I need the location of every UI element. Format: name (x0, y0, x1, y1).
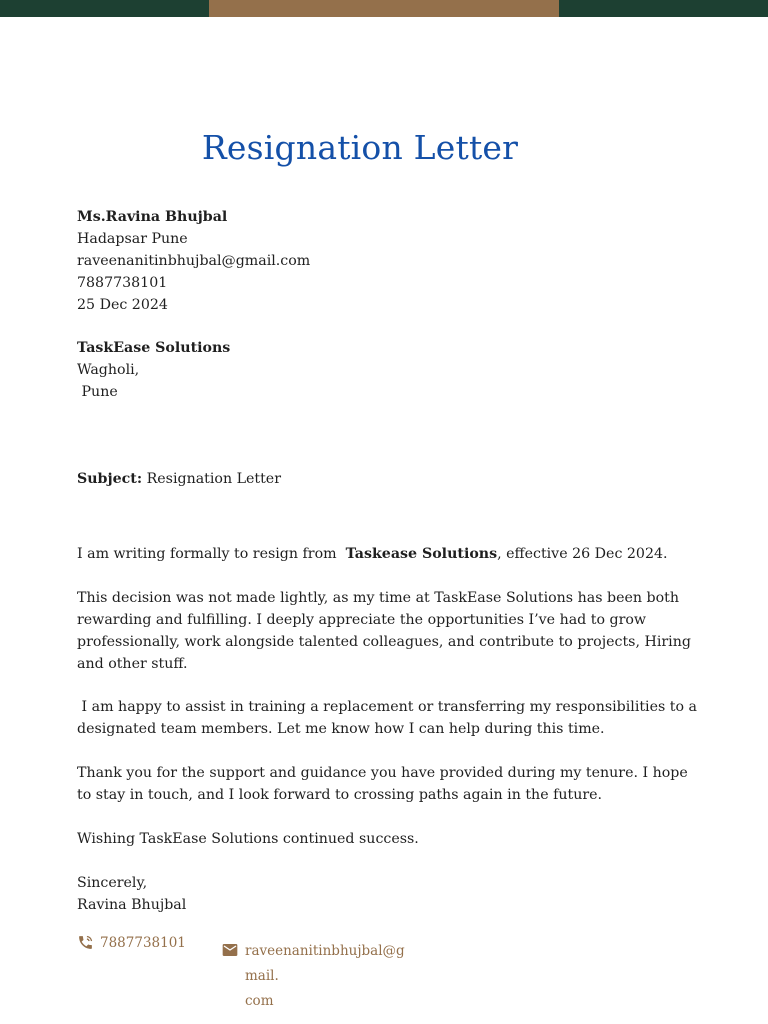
closing-name: Ravina Bhujbal (77, 897, 187, 913)
body-paragraph-1 (77, 543, 697, 565)
p1-prefix: I am writing formally to resign from (77, 546, 346, 562)
recipient-company: TaskEase Solutions (77, 340, 231, 356)
subject-text: Resignation Letter (142, 471, 281, 487)
sender-phone: 7887738101 (77, 275, 168, 291)
subject-label: Subject: (77, 471, 143, 487)
body-paragraph-3: I am happy to assist in training a replacement or transferring my responsibilities to a designated team members. Let me know how I can help during this time. (77, 699, 702, 737)
header-band-center (209, 0, 559, 17)
subject-line (77, 468, 697, 490)
closing-salutation: Sincerely, (77, 875, 148, 891)
footer-email-line-1: raveenanitinbhujbal@gmail. (245, 943, 405, 984)
footer-email (222, 939, 415, 1014)
phone-icon (77, 934, 94, 951)
sender-block (77, 206, 697, 316)
p1-suffix: , effective 26 Dec 2024. (497, 546, 668, 562)
body-paragraph-5: Wishing TaskEase Solutions continued success. (77, 831, 419, 847)
sender-email: raveenanitinbhujbal@gmail.com (77, 253, 311, 269)
footer-email-line-2: com (245, 993, 274, 1009)
mail-icon (222, 943, 238, 957)
sender-name: Ms.Ravina Bhujbal (77, 209, 228, 225)
p1-company: Taskease Solutions (345, 546, 498, 562)
header-band-right (559, 0, 768, 17)
body-paragraph-4: Thank you for the support and guidance you have provided during my tenure. I hope to stay in touch, and I look forward to crossing paths again in the future. (77, 765, 688, 803)
closing-block (77, 872, 697, 916)
sender-address: Hadapsar Pune (77, 231, 188, 247)
letter-date: 25 Dec 2024 (77, 297, 168, 313)
footer-phone (77, 934, 186, 951)
recipient-line-2: Pune (77, 384, 118, 400)
header-band-left (0, 0, 209, 17)
body-paragraph-2: This decision was not made lightly, as my time at TaskEase Solutions has been both rewarding and fulfilling. I deeply appreciate the opportunities I’ve had to grow professionally, work alongside talented colleagues, and contribute to projects, Hiring and other stuff. (77, 590, 691, 672)
recipient-block (77, 337, 697, 403)
recipient-line-1: Wagholi, (77, 362, 140, 378)
letter-title: Resignation Letter (201, 128, 519, 167)
footer-phone-text: 7887738101 (100, 934, 186, 951)
